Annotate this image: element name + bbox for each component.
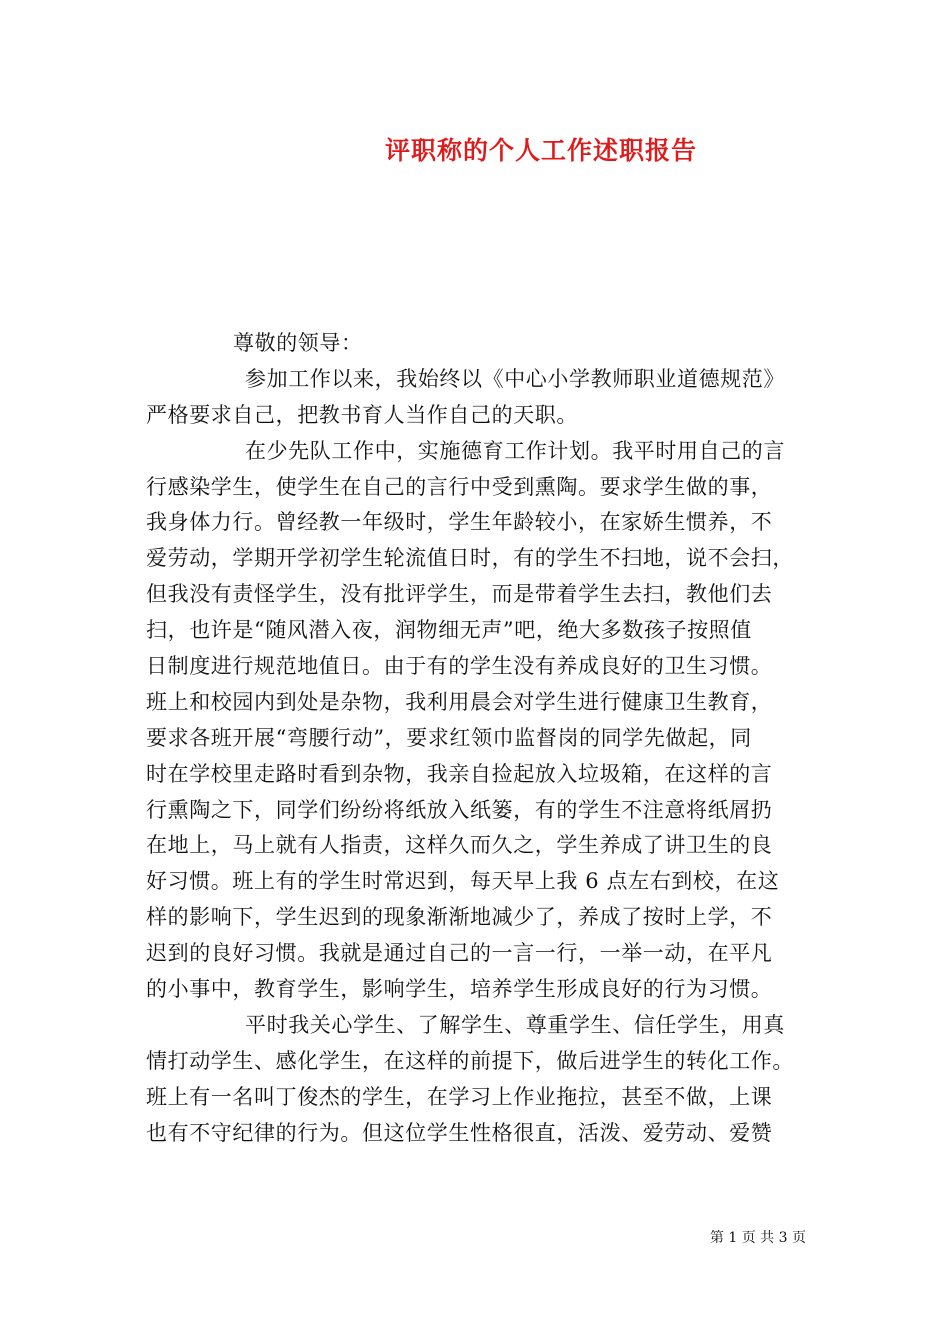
paragraph-line: 参加工作以来，我始终以《中心小学教师职业道德规范》 — [245, 366, 785, 391]
paragraph-line: 平时我关心学生、了解学生、尊重学生、信任学生，用真 — [245, 1012, 785, 1037]
paragraph-line: 日制度进行规范地值日。由于有的学生没有养成良好的卫生习惯。 — [146, 654, 773, 679]
page-number: 第 1 页 共 3 页 — [709, 1230, 806, 1246]
paragraph-line: 班上和校园内到处是杂物，我利用晨会对学生进行健康卫生教育， — [146, 689, 773, 714]
paragraph-line: 好习惯。班上有的学生时常迟到，每天早上我 6 点左右到校，在这 — [146, 869, 780, 894]
paragraph-line: 班上有一名叫丁俊杰的学生，在学习上作业拖拉，甚至不做，上课 — [146, 1084, 773, 1109]
salutation: 尊敬的领导： — [233, 331, 363, 355]
paragraph-line: 在少先队工作中，实施德育工作计划。我平时用自己的言 — [245, 438, 785, 463]
paragraph-line: 扫，也许是“随风潜入夜，润物细无声”吧，绝大多数孩子按照值 — [146, 618, 752, 643]
paragraph-line: 时在学校里走路时看到杂物，我亲自捡起放入垃圾箱，在这样的言 — [146, 761, 773, 786]
paragraph-line: 但我没有责怪学生，没有批评学生，而是带着学生去扫，教他们去 — [146, 582, 773, 607]
paragraph-line: 行熏陶之下，同学们纷纷将纸放入纸篓，有的学生不注意将纸屑扔 — [146, 797, 773, 822]
paragraph-line: 行感染学生，使学生在自己的言行中受到熏陶。要求学生做的事， — [146, 474, 773, 499]
paragraph-line: 的小事中，教育学生，影响学生，培养学生形成良好的行为习惯。 — [146, 977, 773, 1002]
paragraph-line: 也有不守纪律的行为。但这位学生性格很直，活泼、爱劳动、爱赞 — [146, 1120, 773, 1145]
document-title: 评职称的个人工作述职报告 — [384, 136, 697, 165]
paragraph-line: 我身体力行。曾经教一年级时，学生年龄较小，在家娇生惯养，不 — [146, 510, 773, 535]
paragraph-line: 迟到的良好习惯。我就是通过自己的一言一行，一举一动，在平凡 — [146, 941, 773, 966]
paragraph-line: 情打动学生、感化学生，在这样的前提下，做后进学生的转化工作。 — [146, 1048, 794, 1073]
paragraph-line: 要求各班开展“弯腰行动”，要求红领巾监督岗的同学先做起，同 — [146, 725, 752, 750]
document-body — [146, 326, 822, 1151]
paragraph-line: 爱劳动，学期开学初学生轮流值日时，有的学生不扫地，说不会扫， — [146, 546, 794, 571]
paragraph-line: 严格要求自己，把教书育人当作自己的天职。 — [146, 402, 578, 427]
paragraph-line: 在地上，马上就有人指责，这样久而久之，学生养成了讲卫生的良 — [146, 833, 773, 858]
paragraph-line: 样的影响下，学生迟到的现象渐渐地减少了，养成了按时上学，不 — [146, 905, 773, 930]
